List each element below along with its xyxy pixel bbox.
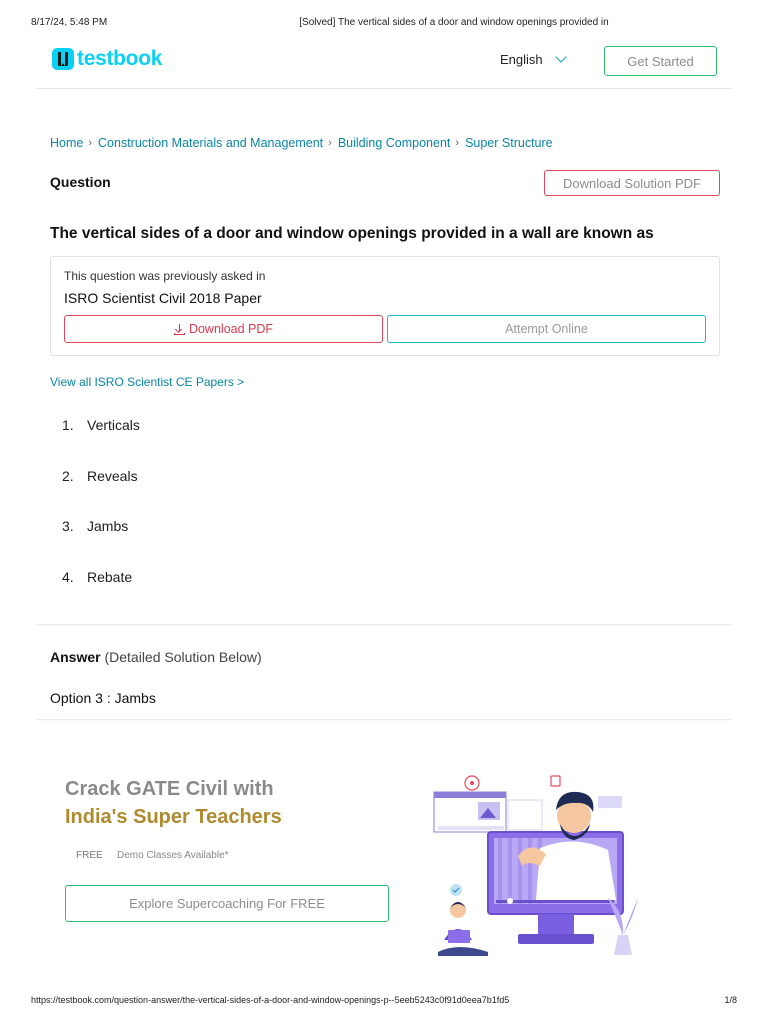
correct-option: Option 3 : Jambs (50, 690, 156, 706)
monitor-stand (518, 934, 594, 944)
breadcrumb-building-component[interactable]: Building Component (337, 136, 451, 150)
testbook-logo[interactable] (52, 47, 162, 71)
option-item[interactable] (62, 417, 140, 468)
print-header (31, 17, 737, 31)
chat-bubble-icon (598, 796, 622, 808)
download-icon (174, 324, 185, 335)
download-pdf-button[interactable] (64, 315, 383, 343)
book-icon (52, 48, 74, 70)
option-item[interactable] (62, 569, 140, 620)
promo-title-line2: India's Super Teachers (65, 806, 282, 828)
notepad-icon (551, 776, 560, 786)
option-number: 2. (62, 467, 74, 484)
option-text: Reveals (87, 467, 138, 484)
option-text: Jambs (87, 518, 129, 534)
chevron-right-icon: › (328, 137, 332, 149)
option-item[interactable] (62, 518, 140, 569)
section-divider (36, 719, 732, 720)
breadcrumb-construction-materials[interactable]: Construction Materials and Management (98, 136, 324, 150)
free-badge: FREE (76, 850, 103, 861)
option-number: 3. (62, 518, 74, 534)
top-navbar (36, 40, 732, 89)
page-url: https://testbook.com/question-answer/the-vertical-sides-of-a-door-and-window-openings-p--5eeb5243c0f91d0eea7b1fd5 (31, 995, 510, 1005)
option-number: 4. (62, 568, 74, 585)
print-title: [Solved] The vertical sides of a door and window openings provided in (299, 17, 609, 28)
promo-title-line1: Crack GATE Civil with (65, 778, 274, 800)
student-face (450, 902, 466, 918)
breadcrumb-home[interactable]: Home (50, 136, 84, 150)
language-label: English (500, 52, 543, 67)
chevron-right-icon: › (88, 137, 93, 149)
option-item[interactable] (62, 468, 140, 519)
laptop (448, 930, 470, 943)
question-heading: Question (50, 174, 111, 190)
breadcrumb-super-structure[interactable]: Super Structure (465, 136, 553, 150)
answer-note: (Detailed Solution Below) (104, 649, 262, 665)
explore-supercoaching-button[interactable]: Explore Supercoaching For FREE (65, 885, 389, 922)
print-footer (31, 995, 737, 1005)
download-solution-pdf-button[interactable]: Download Solution PDF (544, 170, 720, 196)
chevron-right-icon: › (455, 137, 460, 149)
previously-asked-label: This question was previously asked in (64, 269, 266, 283)
options-list (62, 417, 140, 619)
logo-text: testbook (77, 47, 163, 70)
view-all-papers-link[interactable]: View all ISRO Scientist CE Papers > (50, 375, 245, 389)
download-pdf-label: Download PDF (188, 322, 274, 336)
language-selector[interactable] (500, 52, 565, 67)
question-text: The vertical sides of a door and window openings provided in a wall are known as (50, 225, 654, 242)
plant-pot (614, 935, 632, 955)
paper-name: ISRO Scientist Civil 2018 Paper (64, 290, 262, 306)
page-number: 1/8 (724, 995, 737, 1005)
answer-label: Answer (50, 649, 101, 665)
demo-classes-text: Demo Classes Available* (117, 850, 229, 861)
option-number: 1. (62, 417, 74, 433)
check-icon (450, 884, 462, 896)
section-divider (36, 624, 732, 625)
previously-asked-box (50, 256, 720, 356)
breadcrumb (50, 136, 553, 150)
attempt-online-button[interactable]: Attempt Online (387, 315, 706, 343)
answer-heading (50, 649, 262, 665)
chevron-down-icon (555, 51, 566, 62)
option-text: Rebate (87, 568, 133, 585)
option-text: Verticals (87, 417, 140, 433)
get-started-button[interactable]: Get Started (604, 46, 717, 76)
teacher-illustration (428, 770, 648, 960)
print-date: 8/17/24, 5:48 PM (31, 17, 108, 28)
